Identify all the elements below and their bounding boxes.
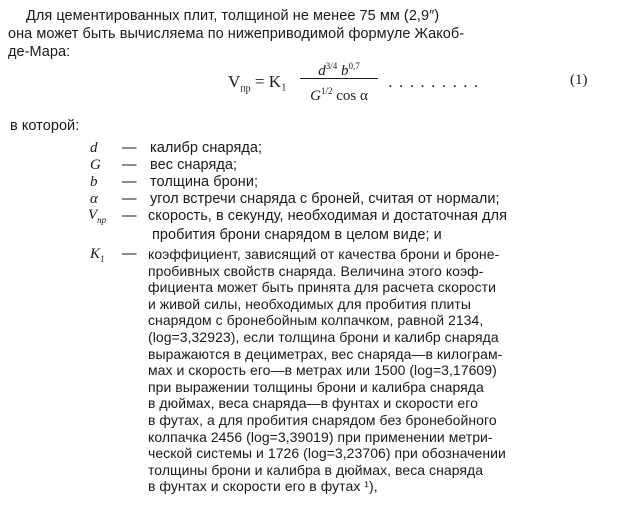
def-text: мах и скорость его—в метрах или 1500 (log=3,17609) bbox=[148, 362, 497, 379]
def-text: и живой силы, необходимых для пробития плиты bbox=[148, 295, 471, 312]
formula-v-subscript: пр bbox=[240, 83, 251, 95]
def-text: калибр снаряда; bbox=[150, 140, 263, 156]
def-symbol: G bbox=[90, 157, 101, 173]
def-text: толщины брони и калибра в дюймах, веса снаряда bbox=[148, 461, 484, 478]
def-dash: — bbox=[122, 246, 137, 262]
def-text: ческой системы и 1726 (log=3,23706) при обозначении bbox=[148, 445, 506, 462]
def-text: снарядом с бронебойным колпачком, равной 2134, bbox=[148, 312, 484, 329]
equation-number: (1) bbox=[570, 72, 588, 88]
def-dash: — bbox=[122, 208, 137, 224]
def-dash: — bbox=[122, 140, 137, 156]
def-dash: — bbox=[122, 191, 137, 207]
formula-equals: = bbox=[254, 72, 265, 91]
formula-v: V bbox=[228, 72, 241, 91]
formula-denominator: $G^{1/2}$ cos α bbox=[310, 86, 368, 104]
def-text: в фунтах и скорости его в футах ¹), bbox=[148, 478, 378, 495]
def-text-cont: пробития брони снарядом в целом виде; и bbox=[152, 227, 442, 243]
formula-lhs bbox=[228, 72, 287, 94]
def-text: скорость, в секунду, необходимая и достаточная для bbox=[148, 208, 507, 224]
def-text: фициента может быть принята для расчета скорости bbox=[148, 279, 497, 296]
def-text: вес снаряда; bbox=[150, 157, 238, 173]
text-line: Для цементированных плит, толщиной не менее 75 мм (2,9″) bbox=[26, 8, 440, 24]
def-symbol: b bbox=[90, 174, 98, 190]
text-line: она может быть вычисляема по нижеприводимой формуле Жакоб- bbox=[8, 26, 465, 42]
def-text: толщина брони; bbox=[150, 174, 259, 190]
text-line: в которой: bbox=[10, 118, 80, 134]
text-line: де-Мара: bbox=[8, 44, 71, 60]
formula-leader-dots: ......... bbox=[388, 72, 485, 91]
def-text: пробивных свойств снаряда. Величина этого коэф- bbox=[148, 262, 484, 279]
formula-fraction bbox=[300, 56, 378, 104]
def-text: в дюймах, веса снаряда—в фунтах и скорости его bbox=[148, 395, 478, 412]
formula bbox=[0, 52, 620, 108]
def-text: выражаются в дециметрах, вес снаряда—в килограм- bbox=[148, 345, 503, 362]
formula-numerator: $d^{3/4}$ $b^{0,7}$ bbox=[318, 61, 360, 79]
def-text: в футах, а для пробития снарядом без бронебойного bbox=[148, 412, 497, 428]
def-symbol: $K_1$ bbox=[90, 246, 105, 264]
def-dash: — bbox=[122, 157, 137, 173]
def-symbol: d bbox=[90, 140, 98, 156]
def-symbol: $V_{пр}$ bbox=[88, 207, 107, 225]
def-dash: — bbox=[122, 174, 137, 190]
def-text: колпачка 2456 (log=3,39019) при применении метри- bbox=[148, 428, 493, 445]
def-text: угол встречи снаряда с броней, считая от нормали; bbox=[150, 191, 500, 207]
def-text: (log=3,32923), если толщина брони и калибр снаряда bbox=[148, 329, 499, 345]
def-symbol: α bbox=[90, 191, 98, 207]
def-text: при выражении толщины брони и калибра снаряда bbox=[148, 378, 484, 395]
formula-k1: K₁ bbox=[268, 72, 287, 91]
def-text: коэффициент, зависящий от качества брони и броне- bbox=[148, 246, 500, 262]
